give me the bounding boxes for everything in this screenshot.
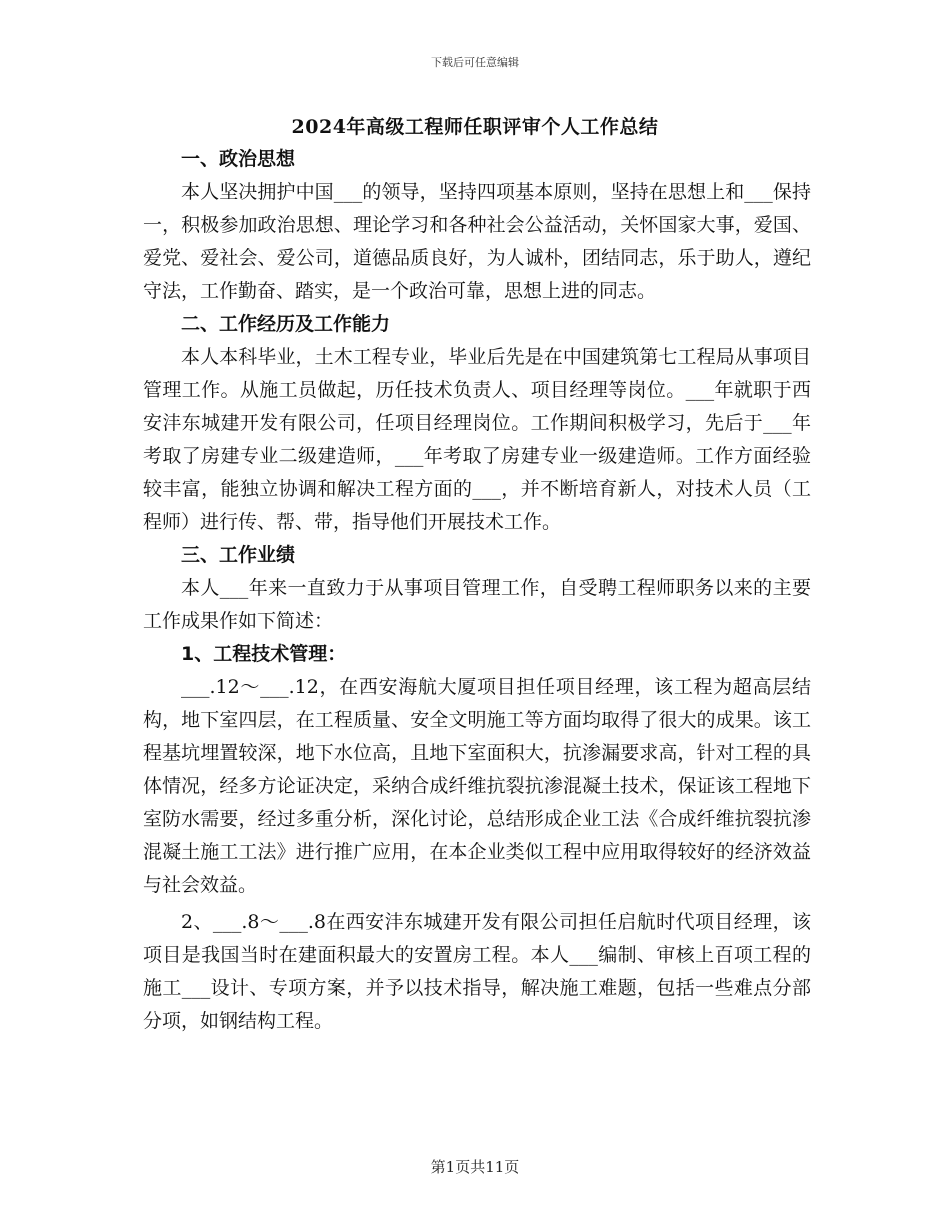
- download-note: 下载后可任意编辑: [431, 56, 519, 69]
- paragraph-achievements-intro: 本人___年来一直致力于从事项目管理工作，自受聘工程师职务以来的主要工作成果作如下简述：: [143, 577, 811, 632]
- section-heading-experience: 二、工作经历及工作能力: [181, 313, 391, 335]
- page-number: 第1页共11页: [430, 1158, 520, 1176]
- paragraph-item-2: 2、___.8～___.8在西安沣东城建开发有限公司担任启航时代项目经理，该项目是我国当时在建面积最大的安置房工程。本人___编制、审核上百项工程的施工___设计、专项方案，并予以技术指导，解决施工难题，包括一些难点分部分项，如钢结构工程。: [143, 911, 811, 1032]
- section-heading-achievements: 三、工作业绩: [181, 544, 296, 566]
- paragraph-experience: 本人本科毕业，土木工程专业，毕业后先是在中国建筑第七工程局从事项目管理工作。从施工员做起，历任技术负责人、项目经理等岗位。___年就职于西安沣东城建开发有限公司，任项目经理岗位。工作期间积极学习，先后于___年考取了房建专业二级建造师，___年考取了房建专业一级建造师。工作方面经验较丰富，能独立协调和解决工程方面的___，并不断培育新人，对技术人员（工程师）进行传、帮、带，指导他们开展技术工作。: [143, 346, 811, 533]
- paragraph-technical-management: ___.12～___.12，在西安海航大厦项目担任项目经理，该工程为超高层结构，地下室四层，在工程质量、安全文明施工等方面均取得了很大的成果。该工程基坑埋置较深，地下水位高，且地下室面积大，抗渗漏要求高，针对工程的具体情况，经多方论证决定，采纳合成纤维抗裂抗渗混凝土技术，保证该工程地下室防水需要，经过多重分析，深化讨论，总结形成企业工法《合成纤维抗裂抗渗混凝土施工工法》进行推广应用，在本企业类似工程中应用取得较好的经济效益与社会效益。: [143, 676, 811, 896]
- section-heading-politics: 一、政治思想: [181, 148, 296, 170]
- subsection-heading-technical-management: 1、工程技术管理：: [181, 643, 347, 665]
- paragraph-politics: 本人坚决拥护中国___的领导，坚持四项基本原则，坚持在思想上和___保持一，积极参加政治思想、理论学习和各种社会公益活动，关怀国家大事，爱国、爱党、爱社会、爱公司，道德品质良好，为人诚朴，团结同志，乐于助人，遵纪守法，工作勤奋、踏实，是一个政治可靠，思想上进的同志。: [143, 181, 811, 302]
- document-title: 2024年高级工程师任职评审个人工作总结: [291, 116, 659, 138]
- document-body: [143, 143, 811, 1038]
